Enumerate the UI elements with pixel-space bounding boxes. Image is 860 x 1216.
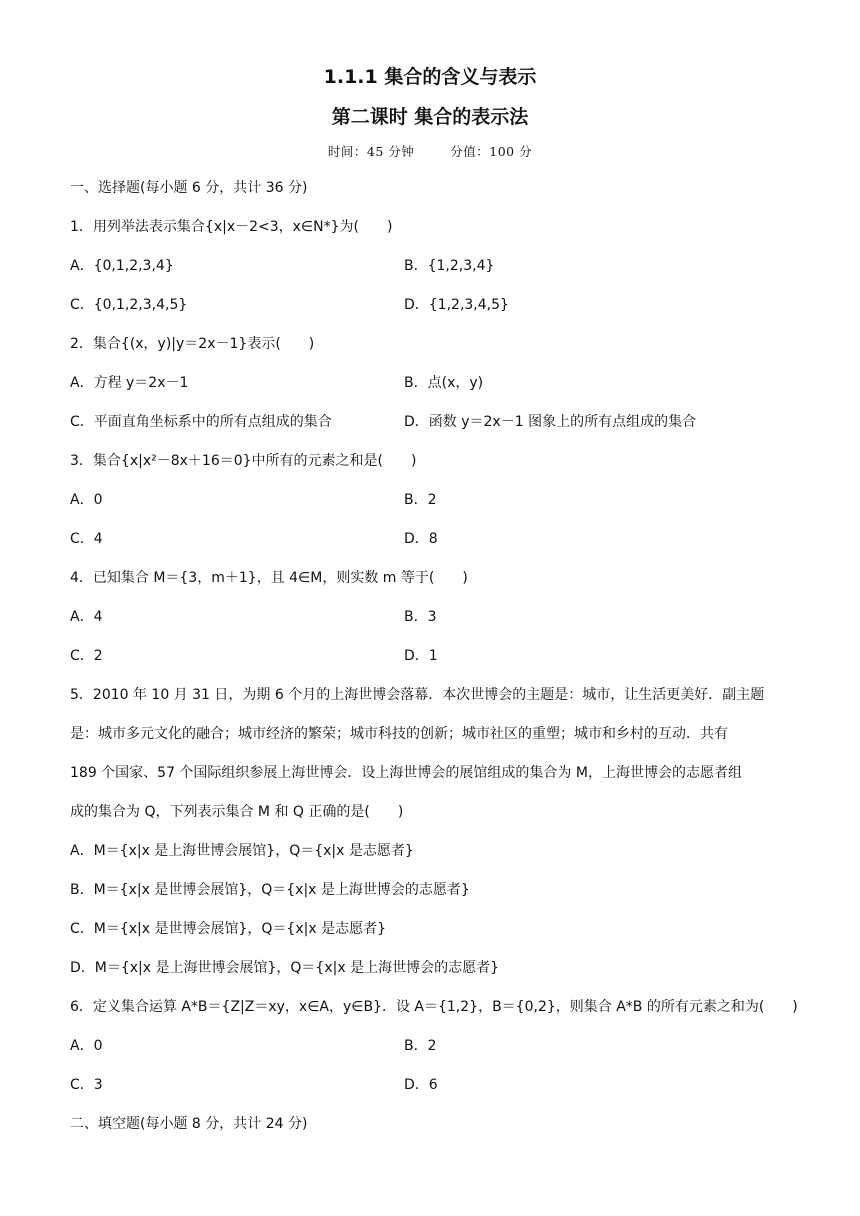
question-2-option-b: B．点(x，y) [404, 375, 484, 391]
question-5-option-b: B．M＝{x|x 是世博会展馆}，Q＝{x|x 是上海世博会的志愿者} [70, 882, 470, 898]
question-4-stem: 4．已知集合 M＝{3，m＋1}，且 4∈M，则实数 m 等于( ) [70, 570, 468, 586]
question-1-option-a: A．{0,1,2,3,4} [70, 258, 174, 274]
question-1-options-row1 [70, 250, 794, 289]
question-6-options-row1 [70, 1030, 794, 1069]
question-3-option-d: D．8 [404, 531, 438, 547]
question-6-option-a: A．0 [70, 1038, 103, 1054]
total-score: 分值：100 分 [450, 144, 533, 159]
question-3-options-row1 [70, 484, 794, 523]
document-subtitle: 第二课时 集合的表示法 [331, 106, 529, 128]
question-6-option-b: B．2 [404, 1038, 437, 1054]
question-4-option-b: B．3 [404, 609, 437, 625]
question-5-option-a: A．M＝{x|x 是上海世博会展馆}，Q＝{x|x 是志愿者} [70, 843, 414, 859]
question-6-option-d: D．6 [404, 1077, 438, 1093]
question-2-option-a: A．方程 y＝2x－1 [70, 375, 189, 391]
question-5-option-d: D．M＝{x|x 是上海世博会展馆}，Q＝{x|x 是上海世博会的志愿者} [70, 960, 499, 976]
question-4-option-c: C．2 [70, 648, 103, 664]
section-heading-choice: 一、选择题(每小题 6 分，共计 36 分) [70, 180, 308, 196]
document-title: 1.1.1 集合的含义与表示 [323, 66, 537, 88]
question-5-stem-line-1: 5．2010 年 10 月 31 日，为期 6 个月的上海世博会落幕．本次世博会的主题是：城市，让生活更美好．副主题 [70, 687, 765, 703]
question-4-option-d: D．1 [404, 648, 438, 664]
question-2-options-row1 [70, 367, 794, 406]
question-3-option-a: A．0 [70, 492, 103, 508]
exam-meta [0, 142, 860, 160]
question-1-options-row2 [70, 289, 794, 328]
question-1-option-d: D．{1,2,3,4,5} [404, 297, 509, 313]
question-1-option-c: C．{0,1,2,3,4,5} [70, 297, 188, 313]
question-3-option-c: C．4 [70, 531, 103, 547]
question-3-stem: 3．集合{x|x²－8x＋16＝0}中所有的元素之和是( ) [70, 453, 417, 469]
question-6-stem: 6．定义集合运算 A*B＝{Z|Z＝xy，x∈A，y∈B}．设 A＝{1,2}，B＝{0,2}，则集合 A*B 的所有元素之和为( ) [70, 999, 798, 1015]
question-4-options-row2 [70, 640, 794, 679]
time-limit: 时间：45 分钟 [327, 144, 415, 159]
question-5-stem-line-3: 189 个国家、57 个国际组织参展上海世博会．设上海世博会的展馆组成的集合为 M，上海世博会的志愿者组 [70, 765, 742, 781]
question-3-option-b: B．2 [404, 492, 437, 508]
question-4-option-a: A．4 [70, 609, 103, 625]
question-2-options-row2 [70, 406, 794, 445]
question-6-option-c: C．3 [70, 1077, 103, 1093]
question-3-options-row2 [70, 523, 794, 562]
section-heading-fill-in: 二、填空题(每小题 8 分，共计 24 分) [70, 1116, 308, 1132]
question-5-stem-line-4: 成的集合为 Q，下列表示集合 M 和 Q 正确的是( ) [70, 804, 404, 820]
question-2-stem: 2．集合{(x，y)|y＝2x－1}表示( ) [70, 336, 315, 352]
document-body [70, 172, 798, 1147]
question-2-option-c: C．平面直角坐标系中的所有点组成的集合 [70, 414, 332, 430]
question-6-options-row2 [70, 1069, 794, 1108]
question-1-stem: 1．用列举法表示集合{x|x－2<3，x∈N*}为( ) [70, 219, 393, 235]
question-1-option-b: B．{1,2,3,4} [404, 258, 495, 274]
question-2-option-d: D．函数 y＝2x－1 图象上的所有点组成的集合 [404, 414, 697, 430]
question-5-stem-line-2: 是：城市多元文化的融合；城市经济的繁荣；城市科技的创新；城市社区的重塑；城市和乡村的互动．共有 [70, 726, 728, 742]
question-5-option-c: C．M＝{x|x 是世博会展馆}，Q＝{x|x 是志愿者} [70, 921, 386, 937]
question-4-options-row1 [70, 601, 794, 640]
